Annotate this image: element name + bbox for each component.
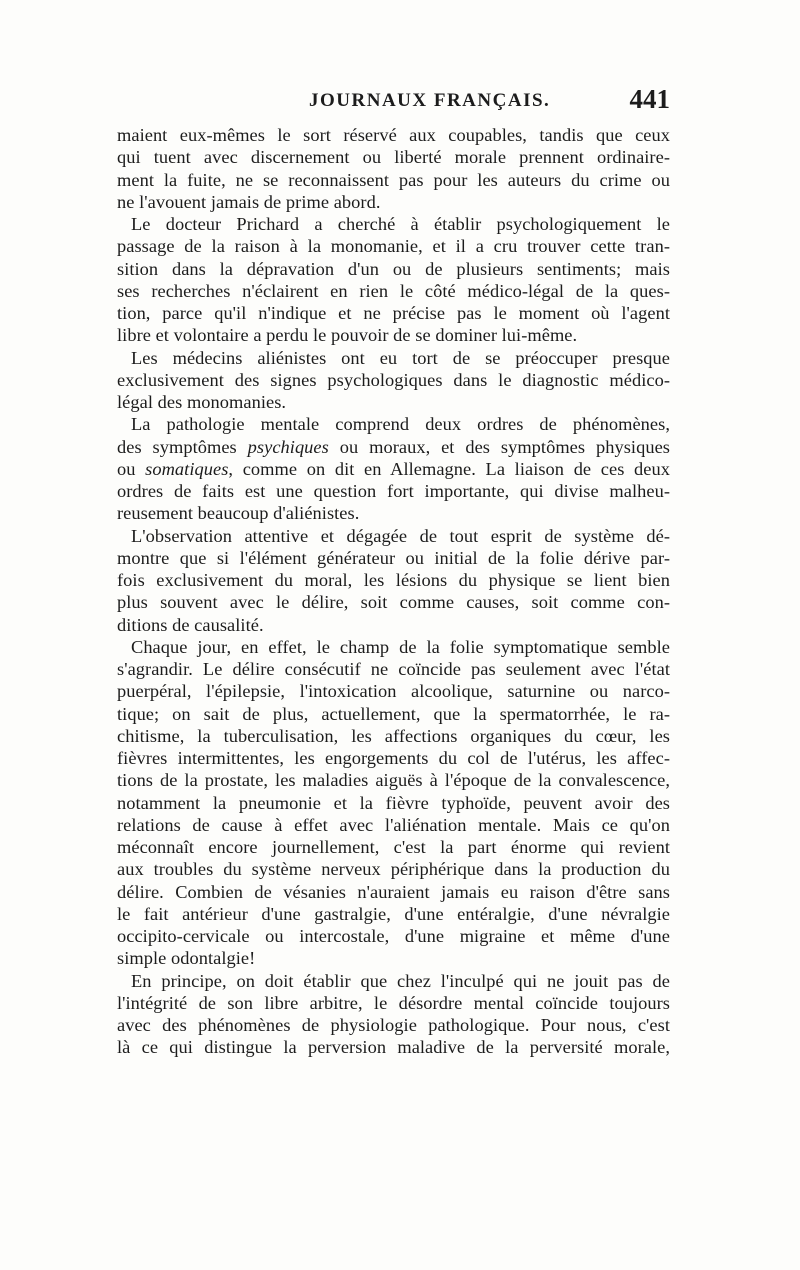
text-line: Les médecins aliénistes ont eu tort de se préoccuper presque xyxy=(131,347,670,368)
text-line: ment la fuite, ne se reconnaissent pas pour les auteurs du crime ou xyxy=(117,169,670,190)
text-line: tions de la prostate, les maladies aiguës à l'époque de la convalescence, xyxy=(117,770,670,791)
text-line: exclusivement des signes psychologiques dans le diagnostic médico- xyxy=(117,369,670,390)
text-line: sition dans la dépravation d'un ou de plusieurs sentiments; mais xyxy=(117,258,670,279)
text-line: ordres de faits est une question fort importante, qui divise malheu- xyxy=(117,481,670,501)
text-line: puerpéral, l'épilepsie, l'intoxication alcoolique, saturnine ou narco- xyxy=(117,681,670,702)
text-line: qui tuent avec discernement ou liberté morale prennent ordinaire- xyxy=(117,147,670,168)
text-line: plus souvent avec le délire, soit comme causes, soit comme con- xyxy=(117,592,670,613)
text-line: fièvres intermittentes, les engorgements du col de l'utérus, les affec- xyxy=(117,748,670,768)
text-line: légal des monomanies. xyxy=(117,392,287,412)
text-line: tique; on sait de plus, actuellement, que la spermatorrhée, le ra- xyxy=(117,703,670,724)
text-line: ditions de causalité. xyxy=(117,614,264,635)
italic-term: psychiques xyxy=(247,436,329,457)
running-title: JOURNAUX FRANÇAIS. xyxy=(309,90,551,111)
text-line: méconnaît encore journellement, c'est la part énorme qui revient xyxy=(117,837,670,857)
text-line: délire. Combien de vésanies n'auraient jamais eu raison d'être sans xyxy=(117,881,670,902)
text-line: relations de cause à effet avec l'aliénation mentale. Mais ce qu'on xyxy=(117,814,670,835)
text-line: Chaque jour, en effet, le champ de la folie symptomatique semble xyxy=(131,636,670,657)
text-line: fois exclusivement du moral, les lésions du physique se lient bien xyxy=(117,570,670,590)
body-text xyxy=(117,124,670,1059)
page-header xyxy=(117,84,670,120)
text-line: En principe, on doit établir que chez l'inculpé qui ne jouit pas de xyxy=(131,970,670,991)
page-number: 441 xyxy=(629,84,670,114)
text-line: La pathologie mentale comprend deux ordres de phénomènes, xyxy=(131,414,670,435)
text-line: chitisme, la tuberculisation, les affections organiques du cœur, les xyxy=(117,725,670,746)
text-line: reusement beaucoup d'aliénistes. xyxy=(117,503,360,524)
text-line: aux troubles du système nerveux périphérique dans la production du xyxy=(117,859,670,880)
text-line: ne l'avouent jamais de prime abord. xyxy=(117,191,381,212)
text-line: montre que si l'élément générateur ou initial de la folie dérive par- xyxy=(117,547,670,568)
text-line: occipito-cervicale ou intercostale, d'une migraine et même d'une xyxy=(117,926,670,946)
text-line: maient eux-mêmes le sort réservé aux coupables, tandis que ceux xyxy=(117,125,670,145)
text-line: tion, parce qu'il n'indique et ne précise pas le moment où l'agent xyxy=(117,303,670,323)
text-line: s'agrandir. Le délire consécutif ne coïncide pas seulement avec l'état xyxy=(117,659,670,679)
text-line: notamment la pneumonie et la fièvre typhoïde, peuvent avoir des xyxy=(117,792,670,813)
text-line: ou somatiques, comme on dit en Allemagne. La liaison de ces deux xyxy=(117,458,670,479)
italic-term: somatiques xyxy=(145,458,229,479)
text-line: Le docteur Prichard a cherché à établir psychologiquement le xyxy=(131,214,670,234)
text-line: l'intégrité de son libre arbitre, le désordre mental coïncide toujours xyxy=(117,992,670,1013)
text-line: simple odontalgie! xyxy=(117,948,256,969)
text-line: libre et volontaire a perdu le pouvoir de se dominer lui-même. xyxy=(117,325,578,346)
text-line: le fait antérieur d'une gastralgie, d'une entéralgie, d'une névralgie xyxy=(117,903,670,924)
text-line: passage de la raison à la monomanie, et il a cru trouver cette tran- xyxy=(117,236,670,257)
text-line: avec des phénomènes de physiologie pathologique. Pour nous, c'est xyxy=(117,1015,670,1035)
text-line: L'observation attentive et dégagée de tout esprit de système dé- xyxy=(131,525,670,546)
text-line: des symptômes psychiques ou moraux, et des symptômes physiques xyxy=(117,436,670,457)
text-line: ses recherches n'éclairent en rien le côté médico-légal de la ques- xyxy=(117,280,670,301)
text-line: là ce qui distingue la perversion maladive de la perversité morale, xyxy=(117,1037,670,1058)
